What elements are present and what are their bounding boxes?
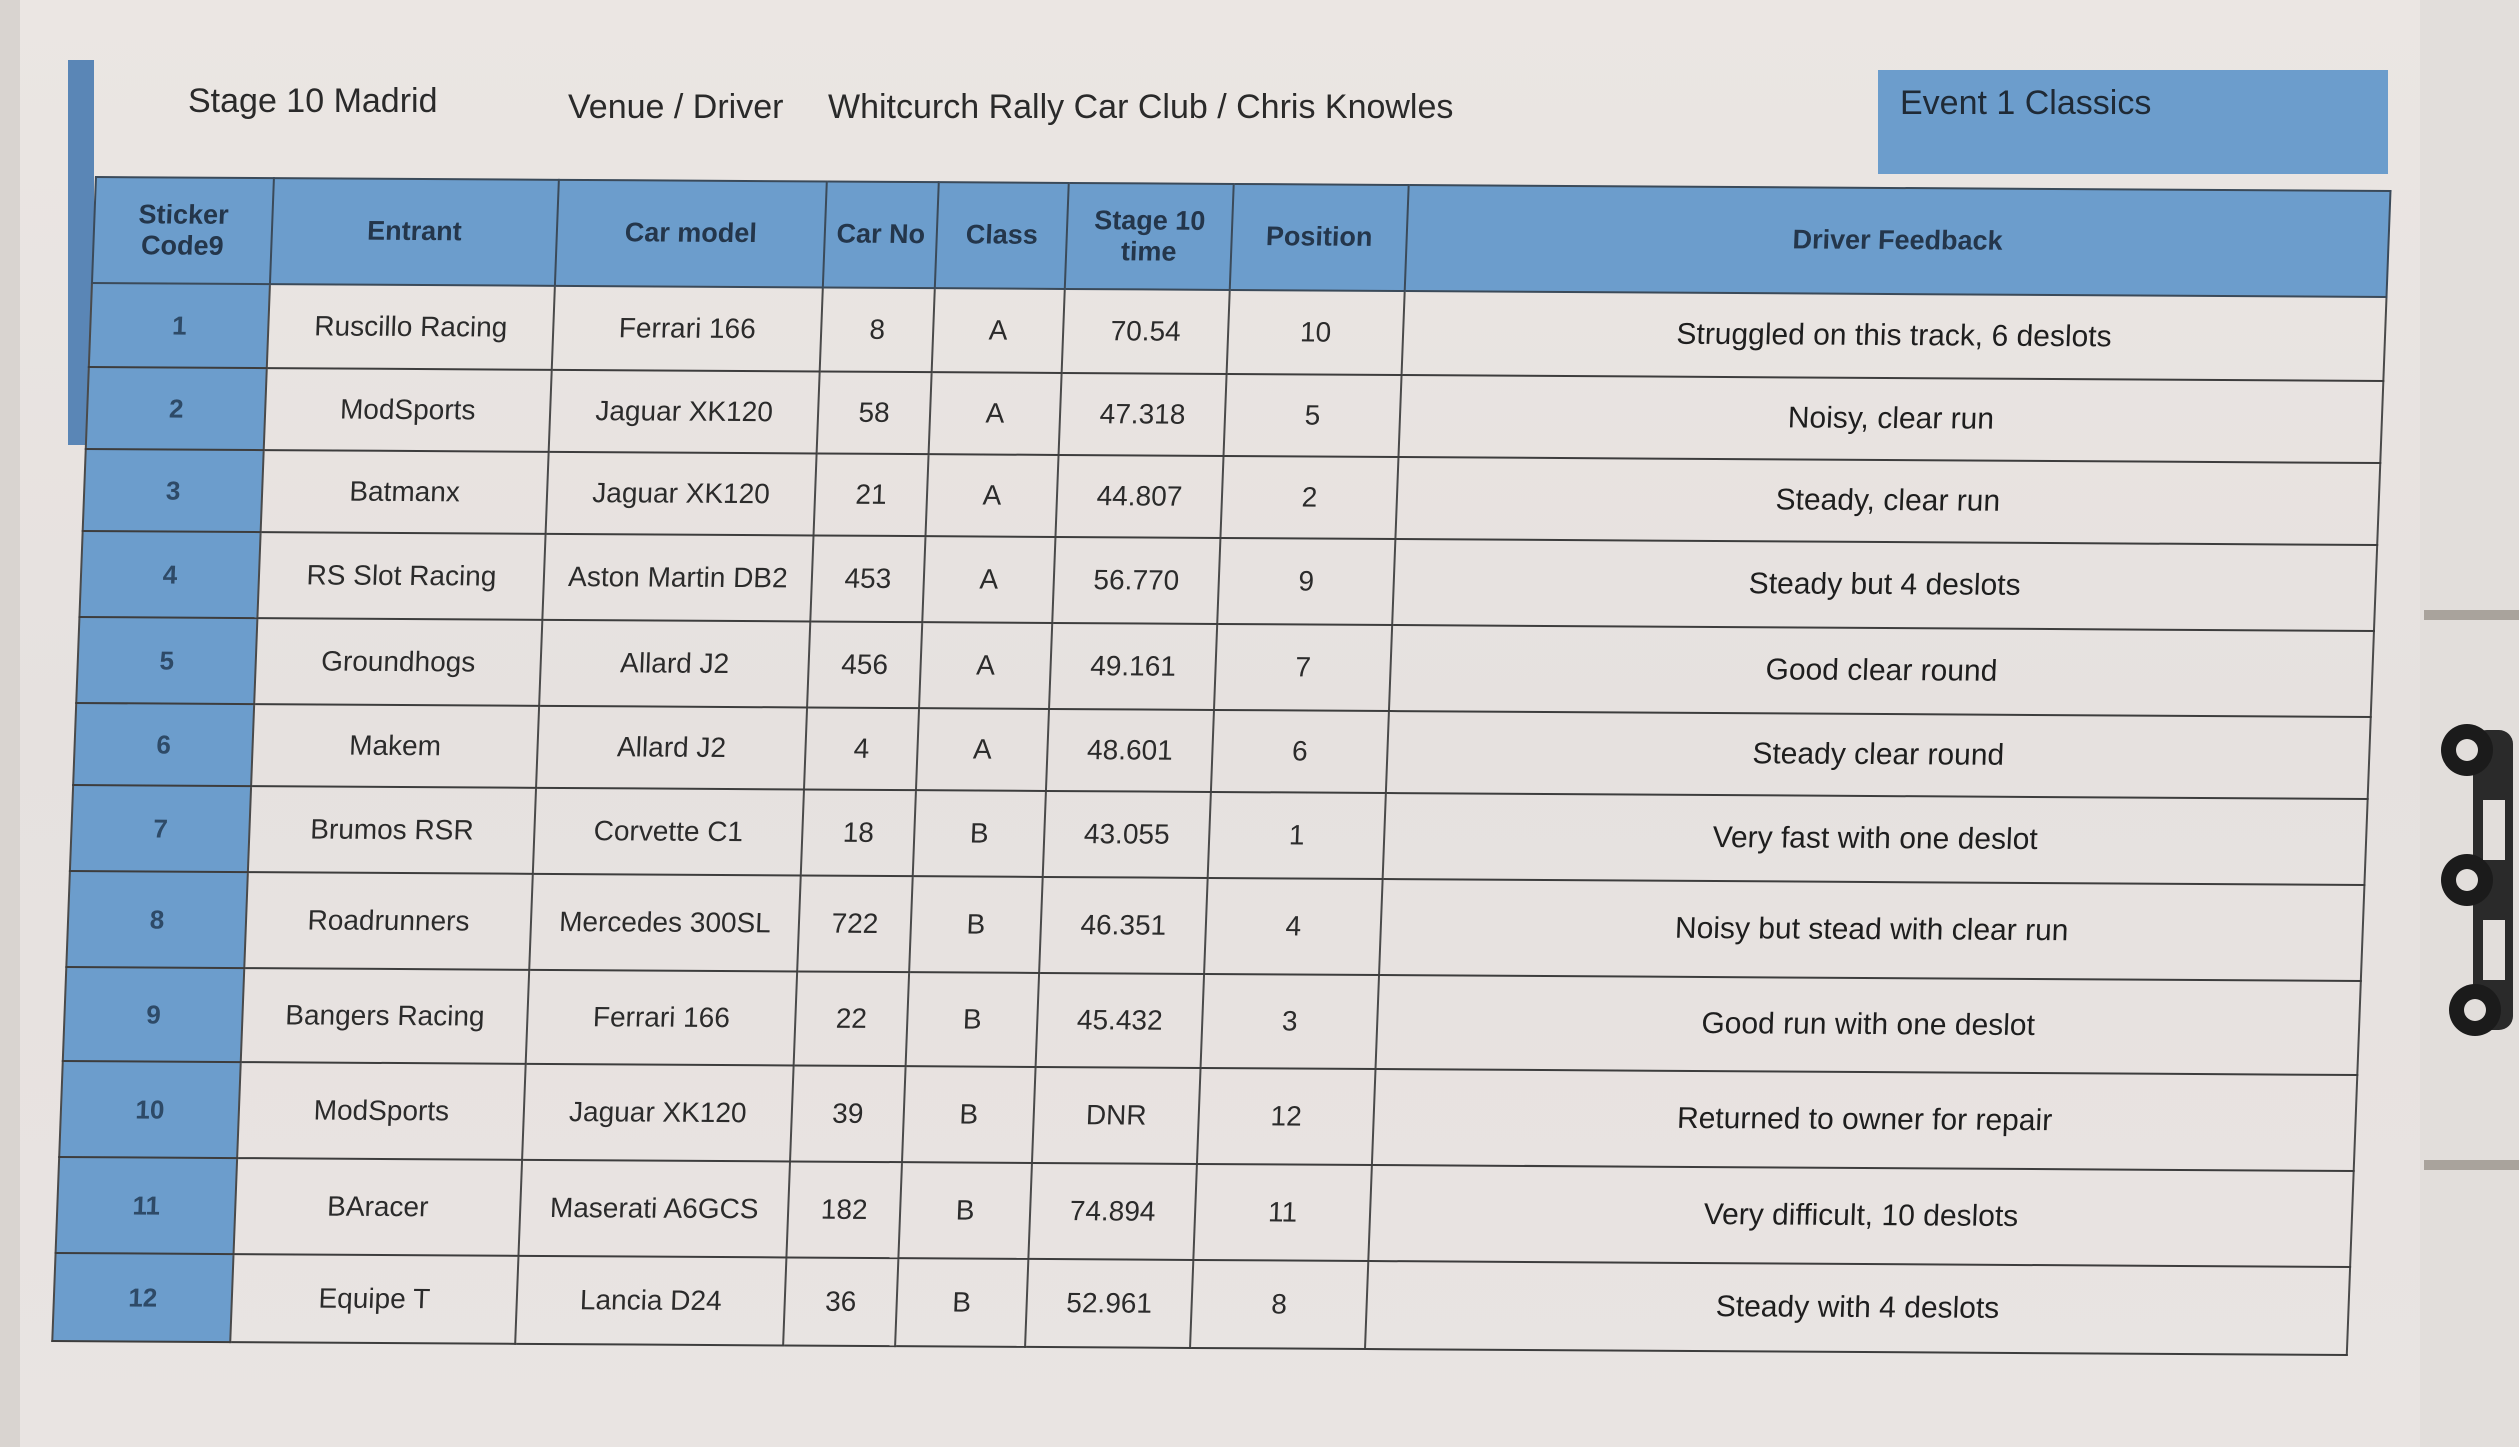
car-number-cell: 36 <box>783 1257 898 1346</box>
table-body <box>52 283 2386 1355</box>
entrant-cell: Bangers Racing <box>241 968 529 1064</box>
table-row <box>76 617 2374 717</box>
table-row <box>66 871 2364 981</box>
class-cell: A <box>916 708 1049 791</box>
table-row <box>73 703 2371 799</box>
car-model-cell: Allard J2 <box>539 620 810 708</box>
sticker-code-cell: 3 <box>83 449 264 532</box>
stage-title: Stage 10 Madrid <box>188 82 438 120</box>
stage-time-cell: 52.961 <box>1025 1259 1193 1348</box>
position-cell: 8 <box>1190 1260 1368 1349</box>
stage-time-cell: 48.601 <box>1046 709 1214 792</box>
stage-time-cell: 74.894 <box>1028 1163 1197 1260</box>
entrant-cell: Batmanx <box>261 450 549 534</box>
table-row <box>79 531 2377 631</box>
driver-feedback-cell: Good run with one deslot <box>1376 975 2361 1075</box>
car-number-cell: 58 <box>817 371 932 454</box>
column-header: Stage 10 time <box>1065 183 1234 290</box>
driver-feedback-cell: Struggled on this track, 6 deslots <box>1402 291 2387 381</box>
event-title: Event 1 Classics <box>1900 84 2152 122</box>
car-number-cell: 39 <box>790 1065 906 1162</box>
car-model-cell: Jaguar XK120 <box>549 370 820 454</box>
position-cell: 1 <box>1208 792 1386 879</box>
table-header-row <box>92 177 2390 297</box>
position-cell: 5 <box>1224 374 1402 457</box>
class-cell: A <box>932 288 1065 373</box>
car-model-cell: Ferrari 166 <box>526 970 797 1066</box>
car-model-cell: Ferrari 166 <box>552 286 823 372</box>
driver-feedback-cell: Steady, clear run <box>1395 457 2380 545</box>
class-cell: B <box>909 876 1043 973</box>
table-row <box>59 1061 2357 1171</box>
driver-feedback-cell: Very difficult, 10 deslots <box>1368 1165 2353 1267</box>
column-header: Entrant <box>270 178 559 286</box>
sticker-code-cell: 2 <box>86 367 267 450</box>
sticker-code-cell: 11 <box>56 1157 238 1254</box>
table-row <box>56 1157 2354 1267</box>
sticker-code-cell: 5 <box>76 617 257 704</box>
driver-feedback-cell: Noisy but stead with clear run <box>1379 879 2364 981</box>
stage-time-cell: 47.318 <box>1059 373 1227 456</box>
class-cell: A <box>925 454 1058 537</box>
car-number-cell: 456 <box>807 621 922 708</box>
stage-time-cell: 70.54 <box>1062 289 1230 374</box>
class-cell: B <box>895 1258 1028 1347</box>
entrant-cell: ModSports <box>264 368 552 452</box>
vintage-race-car-icon <box>2425 690 2519 1070</box>
column-header: Sticker Code9 <box>92 177 274 284</box>
table-row <box>52 1253 2350 1355</box>
class-cell: B <box>913 790 1046 877</box>
sticker-code-cell: 7 <box>70 785 251 872</box>
driver-feedback-cell: Steady but 4 deslots <box>1392 539 2377 631</box>
driver-feedback-cell: Noisy, clear run <box>1398 375 2383 463</box>
driver-feedback-cell: Steady with 4 deslots <box>1365 1261 2350 1355</box>
driver-feedback-cell: Very fast with one deslot <box>1383 793 2368 885</box>
car-number-cell: 4 <box>804 707 919 790</box>
entrant-cell: Makem <box>251 704 539 788</box>
driver-feedback-cell: Good clear round <box>1389 625 2374 717</box>
class-cell: A <box>929 372 1062 455</box>
class-cell: A <box>922 536 1055 623</box>
table-row <box>63 967 2361 1075</box>
position-cell: 9 <box>1217 538 1395 625</box>
entrant-cell: ModSports <box>237 1062 526 1160</box>
venue-label: Venue / Driver <box>568 88 784 126</box>
position-cell: 4 <box>1204 878 1383 975</box>
driver-feedback-cell: Steady clear round <box>1386 711 2371 799</box>
sticker-code-cell: 1 <box>89 283 270 368</box>
stage-time-cell: 44.807 <box>1055 455 1223 538</box>
position-cell: 7 <box>1214 624 1392 711</box>
edge-divider <box>2424 1160 2519 1170</box>
class-cell: B <box>898 1162 1032 1259</box>
car-number-cell: 18 <box>801 789 916 876</box>
sticker-code-cell: 9 <box>63 967 244 1062</box>
car-model-cell: Allard J2 <box>536 706 807 790</box>
sticker-code-cell: 10 <box>59 1061 241 1158</box>
position-cell: 10 <box>1227 290 1405 375</box>
position-cell: 3 <box>1201 974 1379 1069</box>
entrant-cell: Ruscillo Racing <box>267 284 555 370</box>
column-header: Car model <box>555 180 827 288</box>
column-header: Driver Feedback <box>1405 185 2391 297</box>
column-header: Position <box>1230 184 1409 291</box>
position-cell: 6 <box>1211 710 1389 793</box>
car-model-cell: Jaguar XK120 <box>522 1064 794 1162</box>
class-cell: B <box>906 972 1040 1067</box>
column-header: Car No <box>823 181 939 288</box>
results-table <box>51 176 2391 1356</box>
car-number-cell: 22 <box>794 971 910 1066</box>
entrant-cell: Groundhogs <box>254 618 542 706</box>
entrant-cell: Equipe T <box>230 1254 518 1344</box>
position-cell: 2 <box>1220 456 1398 539</box>
car-model-cell: Lancia D24 <box>515 1256 786 1346</box>
car-number-cell: 21 <box>814 453 929 536</box>
car-model-cell: Aston Martin DB2 <box>542 534 813 622</box>
sticker-code-cell: 6 <box>73 703 254 786</box>
class-cell: B <box>902 1066 1036 1163</box>
stage-time-cell: DNR <box>1032 1067 1201 1164</box>
table-row <box>86 367 2384 463</box>
entrant-cell: BAracer <box>234 1158 523 1256</box>
entrant-cell: Roadrunners <box>244 872 533 970</box>
column-header: Class <box>935 182 1069 289</box>
table-row <box>70 785 2368 885</box>
car-model-cell: Jaguar XK120 <box>546 452 817 536</box>
sticker-code-cell: 8 <box>66 871 248 968</box>
sticker-code-cell: 12 <box>52 1253 233 1342</box>
car-number-cell: 453 <box>810 535 925 622</box>
car-number-cell: 182 <box>786 1161 902 1258</box>
sticker-code-cell: 4 <box>79 531 260 618</box>
entrant-cell: Brumos RSR <box>248 786 536 874</box>
edge-divider <box>2424 610 2519 620</box>
stage-time-cell: 56.770 <box>1052 537 1220 624</box>
driver-feedback-cell: Returned to owner for repair <box>1372 1069 2357 1171</box>
class-cell: A <box>919 622 1052 709</box>
table-row <box>83 449 2381 545</box>
stage-time-cell: 46.351 <box>1039 877 1208 974</box>
position-cell: 11 <box>1193 1164 1372 1261</box>
car-model-cell: Mercedes 300SL <box>529 874 801 972</box>
car-number-cell: 722 <box>797 875 913 972</box>
car-number-cell: 8 <box>820 287 935 372</box>
entrant-cell: RS Slot Racing <box>257 532 545 620</box>
stage-time-cell: 43.055 <box>1043 791 1211 878</box>
stage-time-cell: 45.432 <box>1036 973 1204 1068</box>
table-row <box>89 283 2387 381</box>
car-model-cell: Maserati A6GCS <box>518 1160 790 1258</box>
car-model-cell: Corvette C1 <box>533 788 804 876</box>
stage-time-cell: 49.161 <box>1049 623 1217 710</box>
event-badge <box>1878 70 2388 174</box>
position-cell: 12 <box>1197 1068 1376 1165</box>
venue-value: Whitcurch Rally Car Club / Chris Knowles <box>828 88 1454 126</box>
